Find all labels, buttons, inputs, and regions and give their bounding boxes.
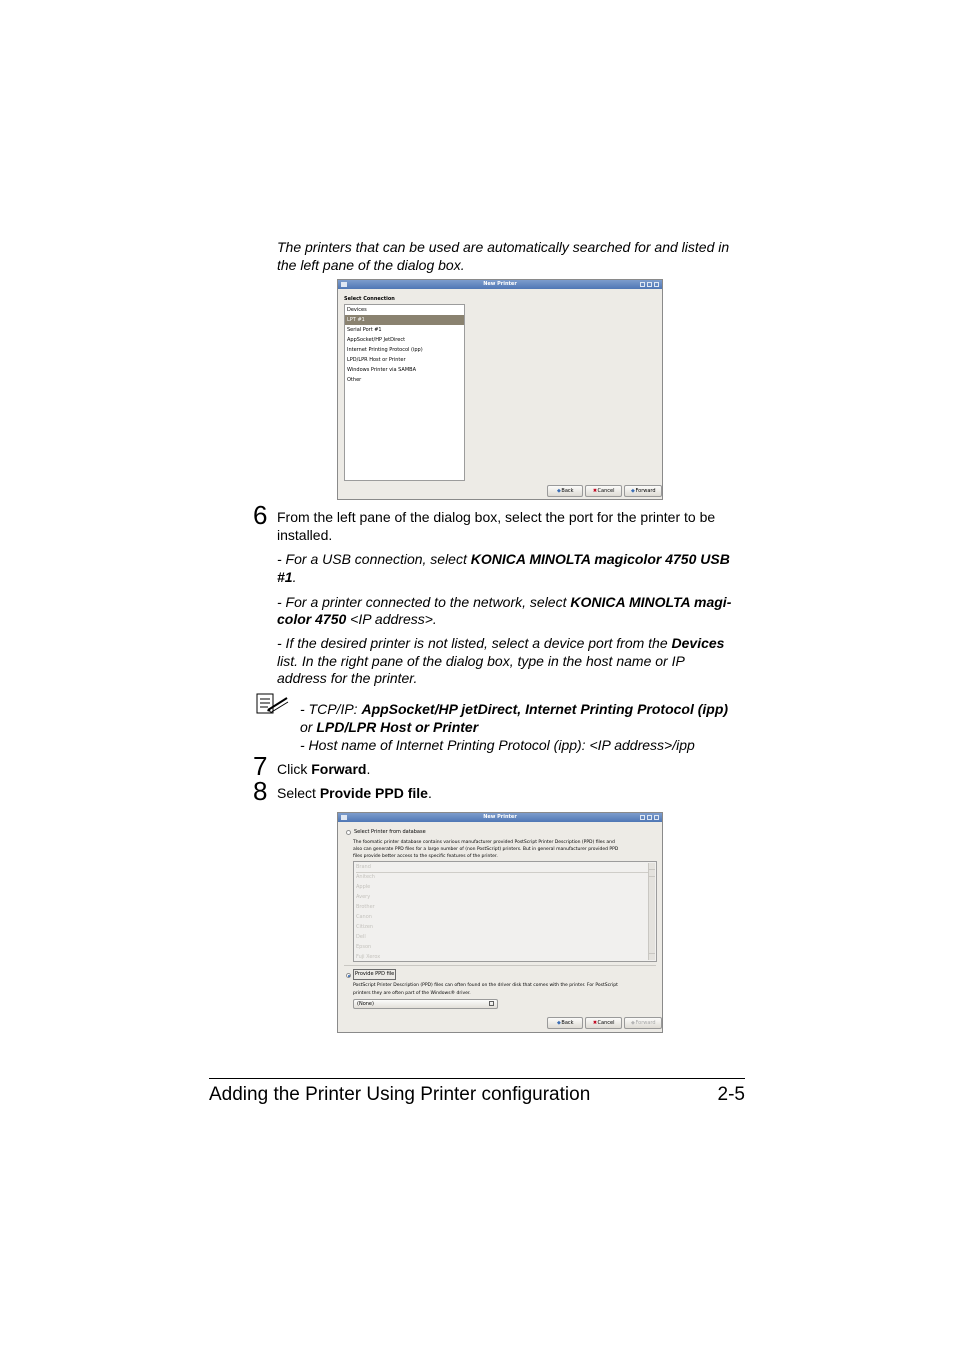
select-connection-heading: Select Connection — [344, 296, 395, 302]
scroll-up-icon[interactable] — [649, 863, 655, 870]
step6-line-1: From the left pane of the dialog box, select the port for the printer to be — [277, 509, 716, 525]
step-number-7: 7 — [253, 751, 268, 781]
connection-list[interactable] — [344, 304, 465, 481]
maximize-icon[interactable] — [647, 282, 652, 287]
select-from-database-radio[interactable] — [346, 830, 351, 835]
list-item-samba[interactable]: Windows Printer via SAMBA — [347, 367, 416, 373]
usb-instruction-line-2: #1. — [277, 569, 297, 585]
manufacturer-list[interactable] — [353, 861, 657, 962]
page-number: 2-5 — [717, 1084, 745, 1105]
scroll-thumb[interactable] — [649, 870, 655, 877]
cancel-button[interactable]: ✖Cancel — [585, 485, 622, 497]
note-line-3: - Host name of Internet Printing Protocol (ipp): <IP address>/ipp — [300, 737, 695, 753]
dialog-title: New Printer — [483, 281, 517, 287]
forward-arrow-icon: ◆ — [631, 1020, 635, 1026]
list-item-serial-port[interactable]: Serial Port #1 — [347, 327, 382, 333]
folder-icon — [489, 1001, 494, 1006]
list-scrollbar[interactable] — [648, 863, 655, 960]
back-button[interactable]: ◆Back — [547, 485, 583, 497]
dialog-title-bar — [338, 813, 662, 822]
provide-ppd-label[interactable]: Provide PPD file — [353, 969, 396, 980]
cancel-x-icon: ✖ — [592, 1020, 598, 1026]
new-printer-dialog-ppd — [337, 812, 663, 1033]
list-item-appsocket[interactable]: AppSocket/HP JetDirect — [347, 337, 406, 343]
separator — [344, 965, 656, 966]
note-line-1: - TCP/IP: AppSocket/HP jetDirect, Internet Printing Protocol (ipp) — [300, 701, 729, 717]
list-item-ipp[interactable]: Internet Printing Protocol (ipp) — [347, 347, 423, 353]
forward-button[interactable]: ◆Forward — [624, 485, 662, 497]
note-line-2: or LPD/LPR Host or Printer — [300, 719, 479, 735]
list-item: Fuji Xerox — [356, 954, 381, 960]
list-item-lpt1[interactable]: LPT #1 — [345, 315, 464, 325]
intro-line-1: The printers that can be used are automatically searched for and listed in — [277, 239, 730, 255]
other-instruction-line-3: address for the printer. — [277, 670, 418, 686]
step6-line-2: installed. — [277, 527, 333, 543]
database-description: The foomatic printer database contains various manufacturer provided PostScript Printer Description (PPD) files and also can generate PPD files for a large number of (non PostScript) printers. But in general manufacturer provided PPD files provide better access to the specific features of the printer. — [353, 840, 619, 859]
dialog-title-bar — [338, 280, 662, 289]
step7-text: Click Forward. — [277, 761, 371, 777]
list-item-lpd[interactable]: LPD/LPR Host or Printer — [347, 357, 406, 363]
list-header: Brand — [356, 862, 648, 873]
back-button[interactable]: ◆Back — [547, 1017, 583, 1029]
list-item-other[interactable]: Other — [347, 377, 362, 383]
usb-instruction-line-1: - For a USB connection, select KONICA MINOLTA magicolor 4750 USB — [277, 551, 730, 567]
step-number-8: 8 — [253, 776, 268, 806]
network-instruction-line-2: color 4750 <IP address>. — [277, 611, 437, 627]
step8-text: Select Provide PPD file. — [277, 785, 432, 801]
intro-line-2: the left pane of the dialog box. — [277, 257, 465, 273]
back-arrow-icon: ◆ — [556, 1020, 561, 1026]
minimize-icon[interactable] — [640, 282, 645, 287]
step-number-6: 6 — [253, 500, 268, 530]
list-item: Apple — [356, 884, 371, 890]
list-item: Avery — [356, 894, 371, 900]
note-pencil-icon — [256, 693, 290, 715]
other-instruction-line-1: - If the desired printer is not listed, select a device port from the Devices — [277, 635, 725, 651]
other-instruction-line-2: list. In the right pane of the dialog box, type in the host name or IP — [277, 653, 685, 669]
network-instruction-line-1: - For a printer connected to the network, select KONICA MINOLTA magi- — [277, 594, 732, 610]
forward-button[interactable]: ◆Forward — [624, 1017, 662, 1029]
back-arrow-icon: ◆ — [556, 488, 561, 494]
cancel-button[interactable]: ✖Cancel — [585, 1017, 622, 1029]
ppd-description: PostScript Printer Description (PPD) files can often found on the driver disk that comes with the printer. For PostScript printers they are often part of the Windows® driver. — [353, 983, 618, 996]
list-item: Epson — [356, 944, 372, 950]
footer-title: Adding the Printer Using Printer configuration — [209, 1084, 591, 1105]
forward-arrow-icon: ◆ — [631, 488, 635, 494]
cancel-x-icon: ✖ — [592, 488, 598, 494]
list-item-devices[interactable]: Devices — [347, 307, 367, 313]
list-item: Citizen — [356, 924, 374, 930]
provide-ppd-radio[interactable] — [346, 973, 351, 978]
ppd-file-chooser[interactable] — [353, 999, 498, 1009]
minimize-icon[interactable] — [640, 815, 645, 820]
close-icon[interactable] — [654, 815, 659, 820]
dialog-title: New Printer — [483, 814, 517, 820]
footer-rule — [209, 1078, 745, 1079]
maximize-icon[interactable] — [647, 815, 652, 820]
select-from-database-label[interactable]: Select Printer from database — [354, 829, 426, 835]
list-item: Brother — [356, 904, 375, 910]
new-printer-dialog-connection — [337, 279, 663, 500]
scroll-down-icon[interactable] — [649, 953, 655, 960]
list-item: Canon — [356, 914, 372, 920]
ppd-file-value: (None) — [357, 1001, 374, 1007]
close-icon[interactable] — [654, 282, 659, 287]
list-item: Dell — [356, 934, 366, 940]
list-item: Anitech — [356, 874, 375, 880]
